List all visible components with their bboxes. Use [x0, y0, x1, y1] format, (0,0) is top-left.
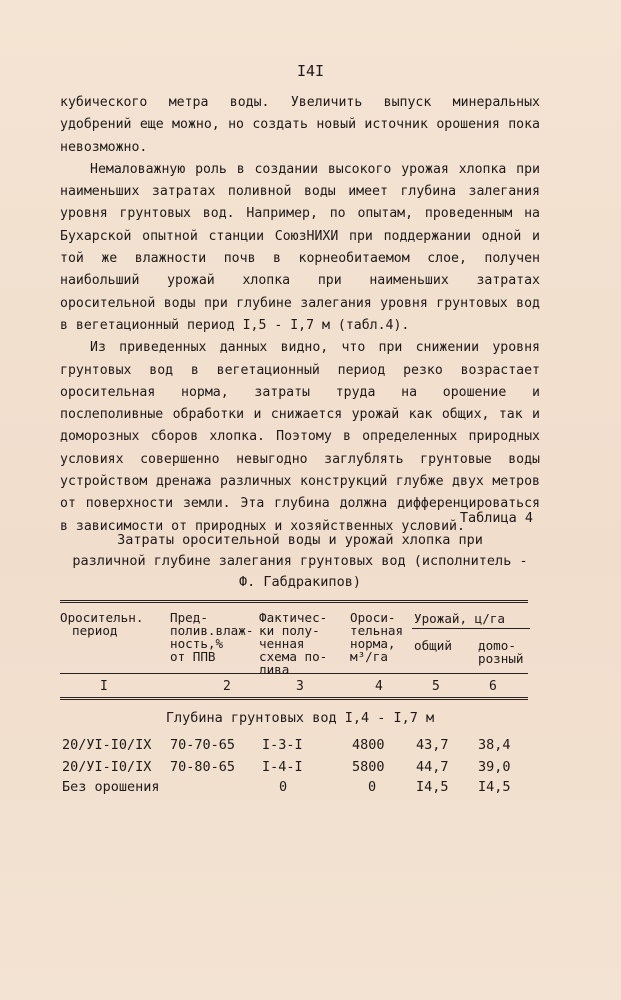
header-norm-line-2: тельная	[350, 623, 404, 638]
header-yield-prefrost-line-1: доmo-	[478, 638, 516, 653]
table-cell: 38,4	[478, 737, 511, 753]
table-cell: 44,7	[416, 759, 449, 775]
table-cell: 43,7	[416, 737, 449, 753]
col-number-1: I	[100, 679, 108, 694]
table-section-label: Глубина грунтовых вод I,4 - I,7 м	[165, 710, 435, 726]
header-scheme-line-3: ченная	[259, 636, 305, 651]
table-title-line-2: различной глубине залегания грунтовых вод (исполнитель -	[72, 553, 528, 569]
header-moisture-line-2: полив.влаж-	[170, 623, 254, 638]
table-cell: 39,0	[478, 759, 511, 775]
body-text	[60, 92, 540, 538]
table-title-line-1: Затраты оросительной воды и урожай хлопка при	[117, 532, 483, 548]
table-cell: 70-70-65	[170, 737, 236, 753]
col-number-3: 3	[296, 679, 304, 694]
paragraph-3: Из приведенных данных видно, что при снижении уровня грунтовых вод в вегетационный период резко возрастает оросительная норма, затраты труда на орошение и послеполивные обработки и снижается урожай как общих, так и доморозных сборов хлопка. Поэтому в определенных природных условиях совершенно невыгодно заглублять грунтовые воды устройством дренажа различных конструкций глубже двух метров от поверхности земли. Эта глубина должна дифференцироваться в зависимости от природных и хозяйственных условий.	[60, 340, 540, 534]
header-moisture	[170, 611, 260, 663]
paragraph-1: кубического метра воды. Увеличить выпуск минеральных удобрений еще можно, но создать новый источник орошения пока невозможно.	[60, 95, 540, 155]
table-cell: I4,5	[416, 779, 449, 795]
table-cell: 4800	[352, 737, 385, 753]
table-title	[60, 530, 540, 593]
header-scheme-line-2: ки полу-	[259, 623, 320, 638]
header-period	[60, 611, 165, 637]
header-yield-prefrost-line-2: розный	[478, 651, 524, 666]
colnum-bottom-rule	[60, 697, 528, 698]
header-norm-line-4: м³/га	[350, 649, 388, 664]
header-moisture-line-4: от ППВ	[170, 649, 216, 664]
page-number: I4I	[296, 62, 325, 80]
table-cell: I4,5	[478, 779, 511, 795]
table-top-rule-double	[60, 602, 528, 603]
header-norm	[350, 611, 412, 663]
paragraph-2: Немаловажную роль в создании высокого урожая хлопка при наименьших затратах поливной воды имеет глубина залегания уровня грунтовых вод. Например, по опытам, проведенным на Бухарской опытной станции СоюзНИХИ при поддержании одной и той же влажности почв в корнеобитаемом слое, получен наибольший урожай хлопка при наименьших затратах оросительной воды при глубине залегания уровня грунтовых вод в вегетационный период I,5 - I,7 м (табл.4).	[60, 161, 540, 333]
col-number-4: 4	[375, 679, 383, 694]
table-label: Таблица 4	[459, 510, 533, 526]
header-yield-total: общий	[414, 638, 452, 653]
table-cell: 5800	[352, 759, 385, 775]
header-scheme-line-5: лива	[259, 662, 290, 677]
header-norm-line-3: норма,	[350, 636, 396, 651]
header-moisture-line-3: ность,%	[170, 636, 224, 651]
table-cell: 20/УI-I0/IX	[62, 759, 152, 775]
table-cell: I-3-I	[262, 737, 303, 753]
header-yield-group: Урожай, ц/га	[414, 611, 505, 626]
header-norm-line-1: Ороси-	[350, 610, 396, 625]
table-title-line-3: Ф. Габдракипов)	[239, 574, 361, 590]
colnum-bottom-rule-double	[60, 699, 528, 700]
table-cell: 70-80-65	[170, 759, 236, 775]
table-cell: Без орошения	[62, 779, 160, 795]
header-period-line-2: период	[72, 623, 118, 638]
header-yield-prefrost	[478, 639, 534, 665]
col-number-6: 6	[489, 679, 497, 694]
col-number-2: 2	[223, 679, 231, 694]
col-number-5: 5	[432, 679, 440, 694]
header-moisture-line-1: Пред-	[170, 610, 208, 625]
header-period-line-1: Оросительн.	[60, 610, 144, 625]
table-cell: 20/УI-I0/IX	[62, 737, 152, 753]
header-scheme-line-4: схема по-	[259, 649, 328, 664]
table-cell: 0	[279, 779, 288, 795]
yield-group-underline	[412, 628, 530, 629]
table-cell: 0	[368, 779, 377, 795]
table-cell: I-4-I	[262, 759, 303, 775]
header-scheme	[259, 611, 349, 676]
header-scheme-line-1: Фактичес-	[259, 610, 328, 625]
